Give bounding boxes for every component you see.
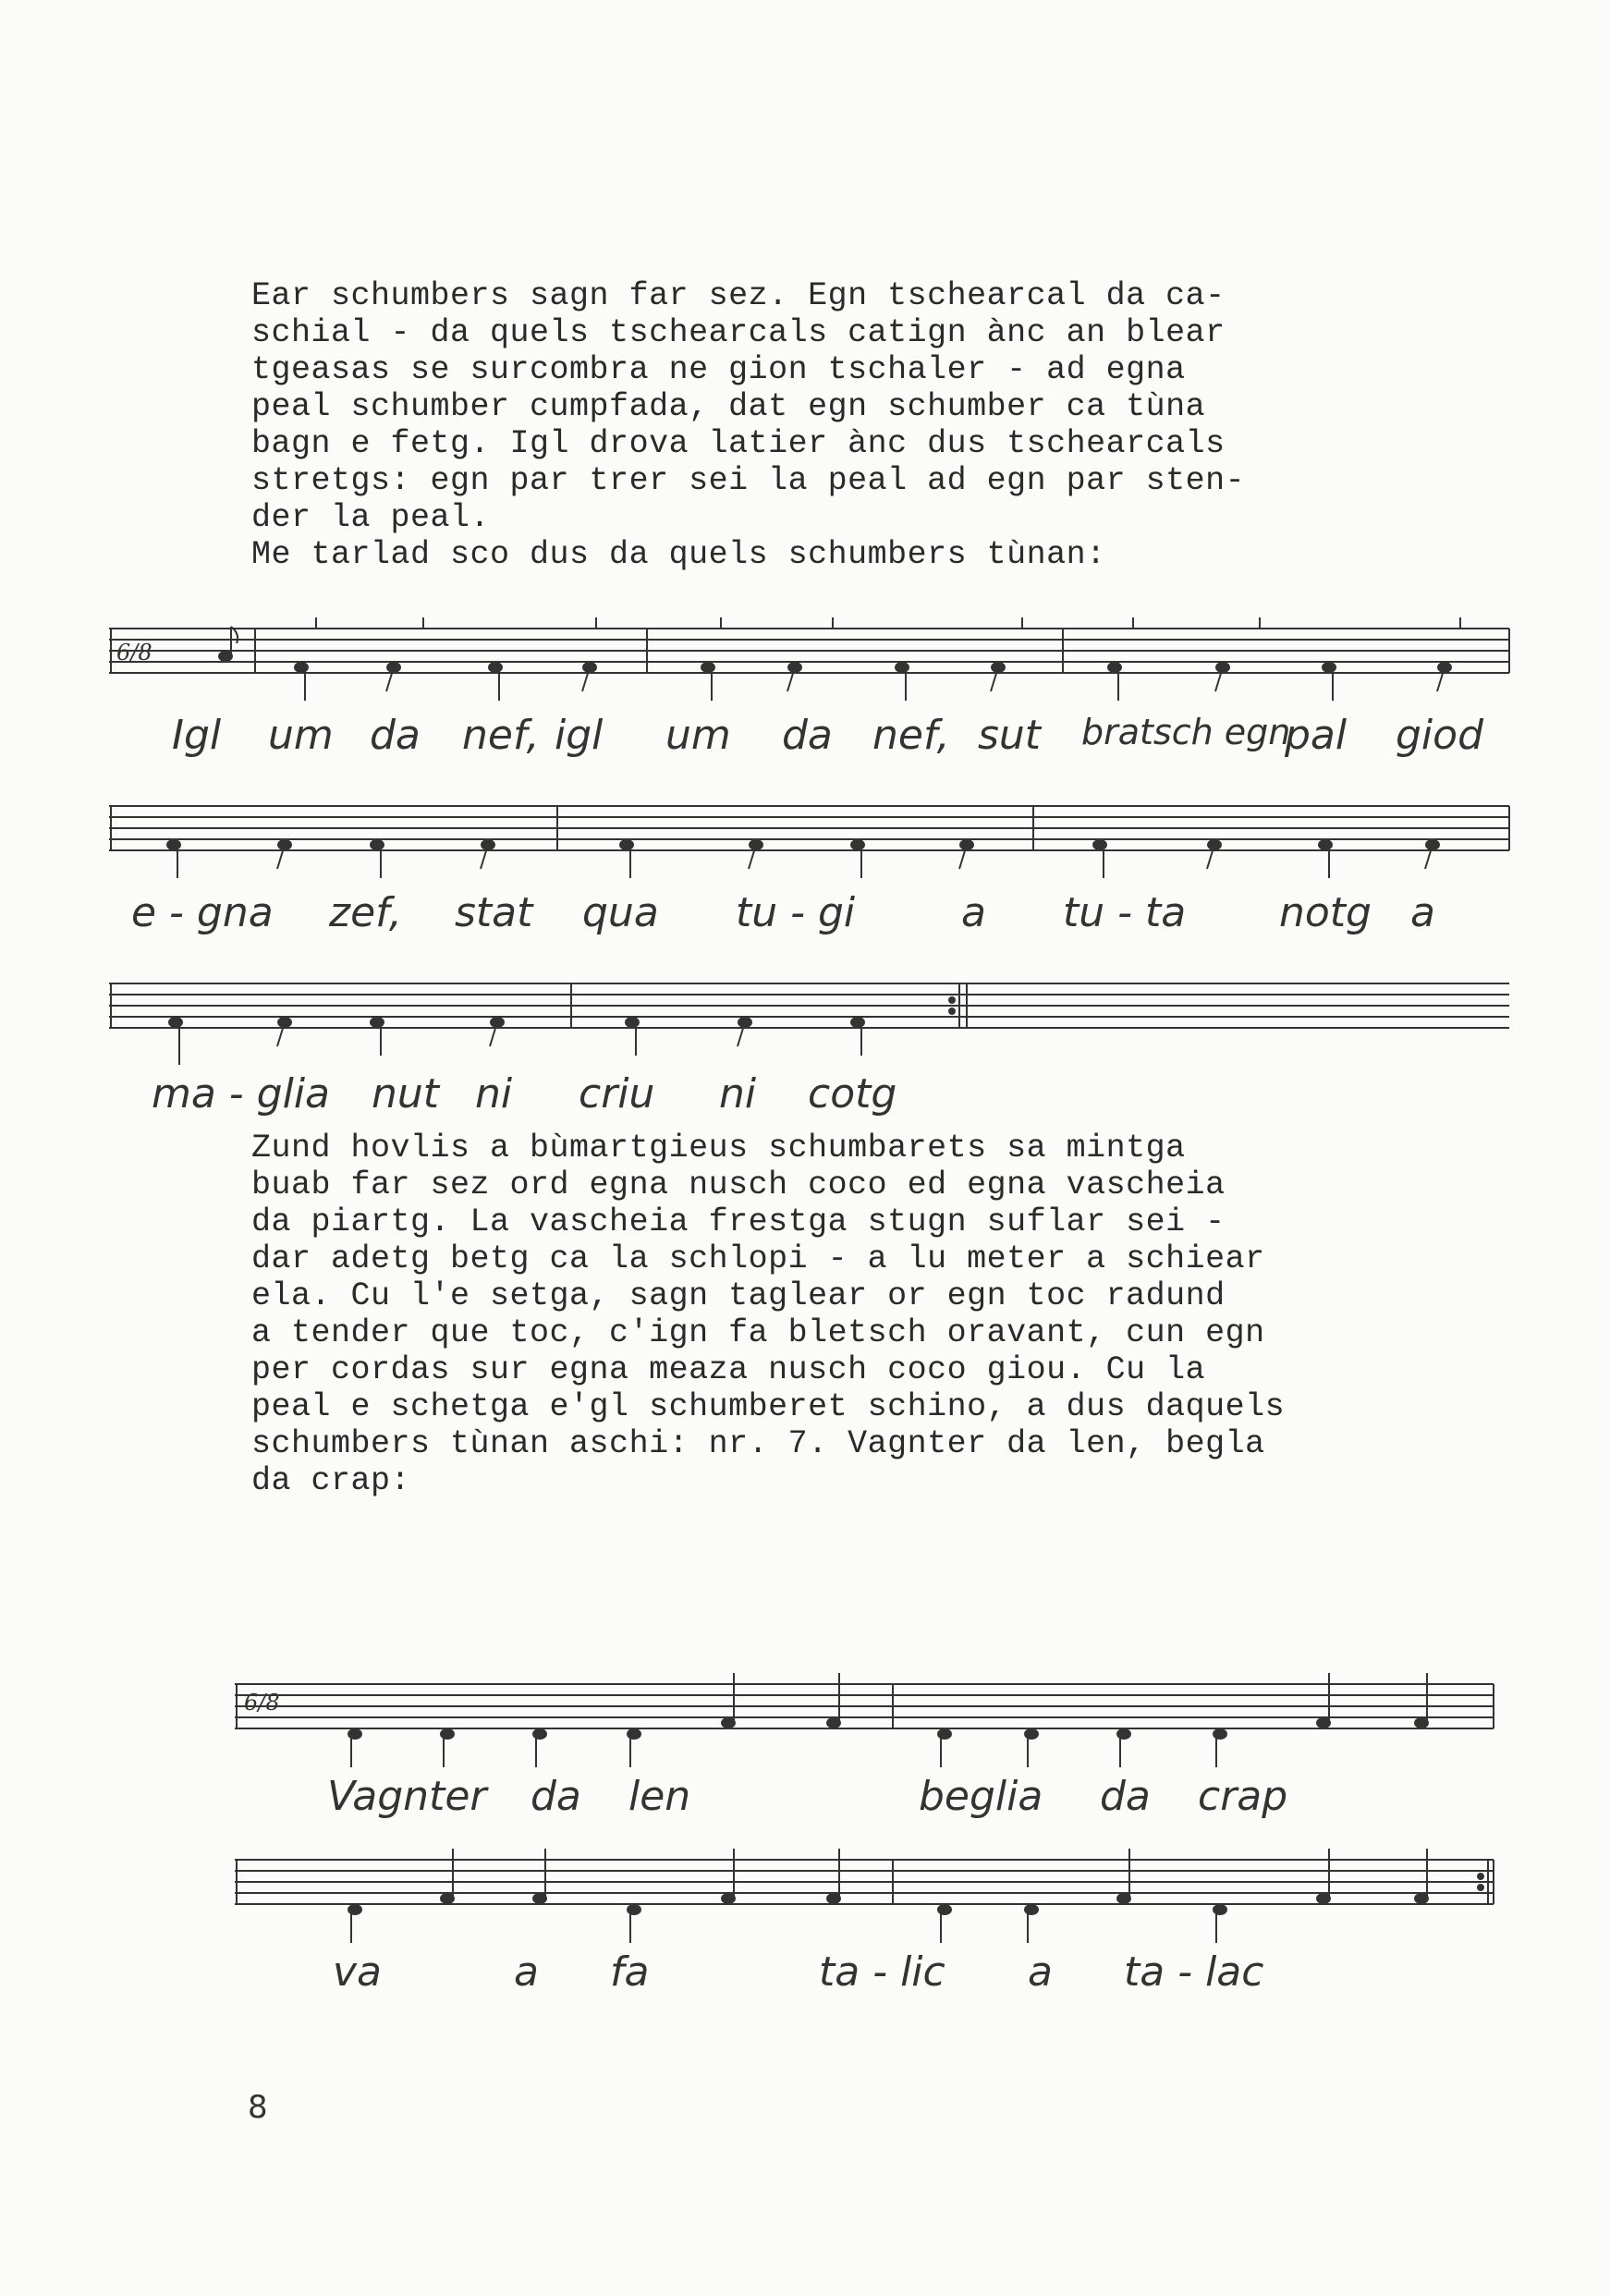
lyric: um	[268, 712, 334, 759]
lyric: sut	[978, 712, 1042, 759]
lyric: da	[531, 1773, 581, 1820]
lyric: nut	[372, 1070, 440, 1117]
lyric: fa	[610, 1948, 650, 1996]
lyric: a	[514, 1948, 539, 1996]
text-line: bagn e fetg. Igl drova latier ànc dus tschearcals	[251, 425, 1226, 462]
text-line: Zund hovlis a bùmartgieus schumbarets sa mintga	[251, 1130, 1186, 1166]
lyric: ma - glia	[152, 1070, 331, 1117]
song-1-staff-1	[109, 617, 1514, 691]
lyric: da	[782, 712, 833, 759]
lyric: tu - gi	[736, 889, 856, 936]
text-line: schial - da quels tschearcals catign ànc an blear	[251, 314, 1226, 351]
song-2-staff-2-svg	[235, 1849, 1501, 1923]
text-line: dar adetg betg ca la schlopi - a lu meter a schiear	[251, 1240, 1265, 1277]
lyric: stat	[455, 889, 533, 936]
text-line: stretgs: egn par trer sei la peal ad egn par sten-	[251, 462, 1246, 499]
lyric: igl	[555, 712, 604, 759]
lyric: ni	[719, 1070, 757, 1117]
staff-2-svg	[109, 795, 1514, 869]
lyric: ni	[475, 1070, 513, 1117]
lyric: beglia	[919, 1773, 1043, 1820]
lyric: a	[961, 889, 986, 936]
text-line: a tender que toc, c'ign fa bletsch oravant, cun egn	[251, 1314, 1265, 1351]
lyric: cotg	[808, 1070, 897, 1117]
text-line: da crap:	[251, 1462, 411, 1499]
time-signature: 6/8	[244, 1690, 280, 1716]
lyric: nef,	[462, 712, 540, 759]
lyric: notg	[1279, 889, 1372, 936]
lyric: um	[665, 712, 731, 759]
lyric: ta - lic	[819, 1948, 945, 1996]
lyric: tu - ta	[1063, 889, 1187, 936]
page-number: 8	[248, 2089, 268, 2126]
paragraph-1	[251, 277, 1444, 573]
lyric: pal	[1285, 712, 1348, 759]
lyric: e - gna	[131, 889, 274, 936]
staff-3-svg	[109, 972, 1514, 1046]
lyric: Igl	[172, 712, 222, 759]
text-line: peal schumber cumpfada, dat egn schumber ca tùna	[251, 388, 1206, 425]
lyric: a	[1410, 889, 1435, 936]
lyric: qua	[582, 889, 659, 936]
lyric: ta - lac	[1124, 1948, 1264, 1996]
text-line: schumbers tùnan aschi: nr. 7. Vagnter da len, begla	[251, 1425, 1265, 1462]
lyric: nef,	[872, 712, 950, 759]
text-line: ela. Cu l'e setga, sagn taglear or egn toc radund	[251, 1277, 1226, 1314]
text-line: da piartg. La vascheia frestga stugn suflar sei -	[251, 1203, 1226, 1240]
text-line: per cordas sur egna meaza nusch coco giou. Cu la	[251, 1351, 1206, 1388]
lyric: zef,	[329, 889, 402, 936]
song-1-staff-2	[109, 795, 1514, 869]
text-line: peal e schetga e'gl schumberet schino, a dus daquels	[251, 1388, 1286, 1425]
text-line: der la peal.	[251, 499, 491, 536]
text-line: Ear schumbers sagn far sez. Egn tschearcal da ca-	[251, 277, 1226, 314]
lyric: crap	[1198, 1773, 1288, 1820]
text-line: tgeasas se surcombra ne gion tschaler - ad egna	[251, 351, 1186, 388]
song-1-staff-3	[109, 972, 1514, 1046]
song-2-staff-2	[235, 1849, 1501, 1923]
time-signature: 6/8	[116, 640, 152, 666]
paragraph-2	[251, 1130, 1444, 1499]
song-2-staff-1	[235, 1673, 1501, 1747]
intro-line: Me tarlad sco dus da quels schumbers tùnan:	[251, 536, 1106, 573]
lyric: a	[1028, 1948, 1053, 1996]
lyric: bratsch egn	[1081, 712, 1291, 752]
lyric: giod	[1396, 712, 1484, 759]
lyric: va	[333, 1948, 383, 1996]
lyric: criu	[579, 1070, 655, 1117]
text-line: buab far sez ord egna nusch coco ed egna vascheia	[251, 1166, 1226, 1203]
lyric: da	[370, 712, 421, 759]
lyric: len	[628, 1773, 691, 1820]
lyric: Vagnter	[327, 1773, 487, 1820]
lyric: da	[1100, 1773, 1151, 1820]
song-2-staff-1-svg	[235, 1673, 1501, 1747]
staff-1-svg	[109, 617, 1514, 691]
